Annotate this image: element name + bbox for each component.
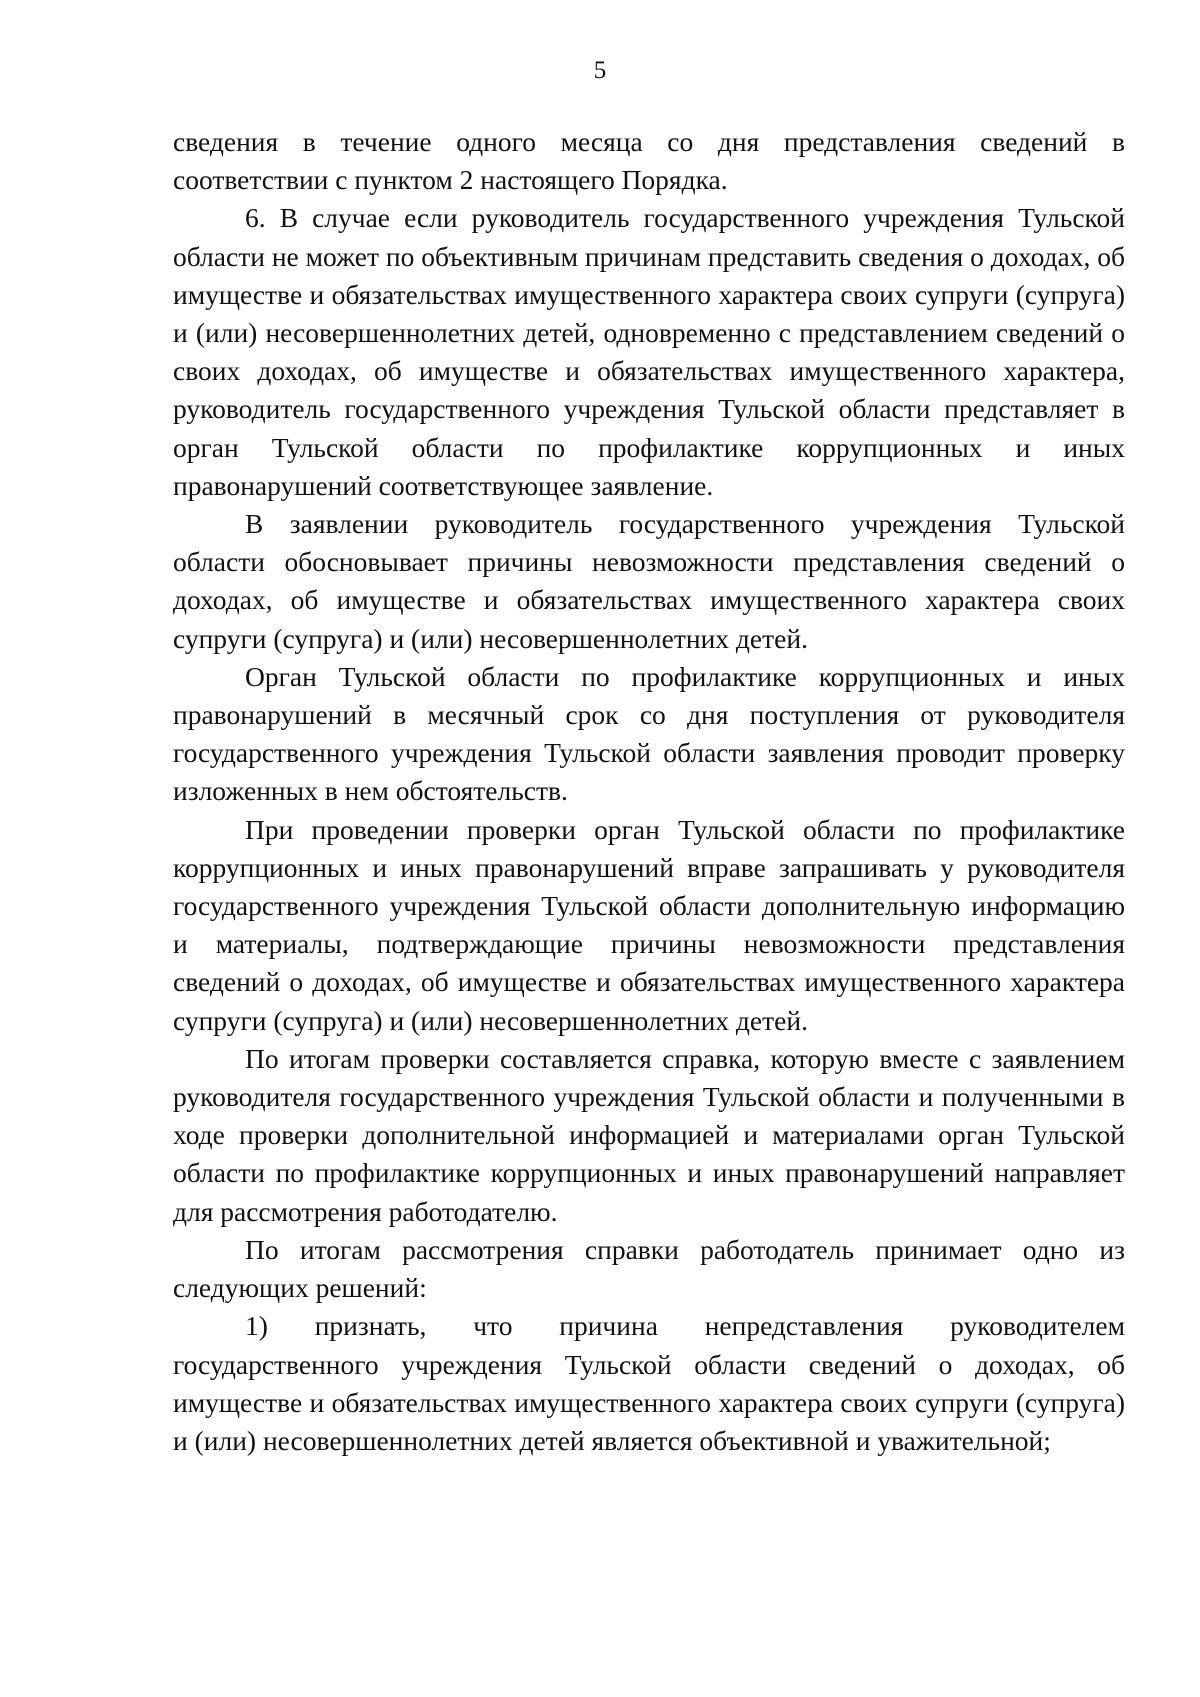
page-number: 5 — [593, 57, 607, 84]
paragraph-verification-requests: При проведении проверки орган Тульской области по профилактике коррупционных и иных правонарушений вправе запрашивать у руководителя государственного учреждения Тульской области дополнительную информацию и материалы, подтверждающие причины невозможности представления сведений о доходах, об имуществе и обязательствах имущественного характера супруги (супруга) и (или) несовершеннолетних детей. — [173, 813, 1125, 1036]
document-body — [173, 123, 1125, 1460]
paragraph-continuation: сведения в течение одного месяца со дня представления сведений в соответствии с пунктом 2 настоящего Порядка. — [173, 126, 1125, 196]
paragraph-employer-decisions: По итогам рассмотрения справки работодатель принимает одно из следующих решений: — [173, 1233, 1125, 1304]
paragraph-decision-1: 1) признать, что причина непредставления руководителем государственного учреждения Тульской области сведений о доходах, об имуществе и обязательствах имущественного характера своих супруги (супруга) и (или) несовершеннолетних детей является объективной и уважительной; — [173, 1310, 1125, 1456]
paragraph-statement-justification: В заявлении руководитель государственного учреждения Тульской области обосновывает причины невозможности представления сведений о доходах, об имуществе и обязательствах имущественного характера своих супруги (супруга) и (или) несовершеннолетних детей. — [173, 508, 1125, 654]
paragraph-verification-report: По итогам проверки составляется справка, которую вместе с заявлением руководителя государственного учреждения Тульской области и полученными в ходе проверки дополнительной информацией и материалами орган Тульской области по профилактике коррупционных и иных правонарушений направляет для рассмотрения работодателю. — [173, 1042, 1125, 1227]
paragraph-item-6: 6. В случае если руководитель государственного учреждения Тульской области не может по объективным причинам представить сведения о доходах, об имуществе и обязательствах имущественного характера своих супруги (супруга) и (или) несовершеннолетних детей, одновременно с представлением сведений о своих доходах, об имуществе и обязательствах имущественного характера, руководитель государственного учреждения Тульской области представляет в орган Тульской области по профилактике коррупционных и иных правонарушений соответствующее заявление. — [173, 202, 1125, 501]
paragraph-verification-term: Орган Тульской области по профилактике коррупционных и иных правонарушений в месячный срок со дня поступления от руководителя государственного учреждения Тульской области заявления проводит проверку изложенных в нем обстоятельств. — [173, 660, 1125, 807]
